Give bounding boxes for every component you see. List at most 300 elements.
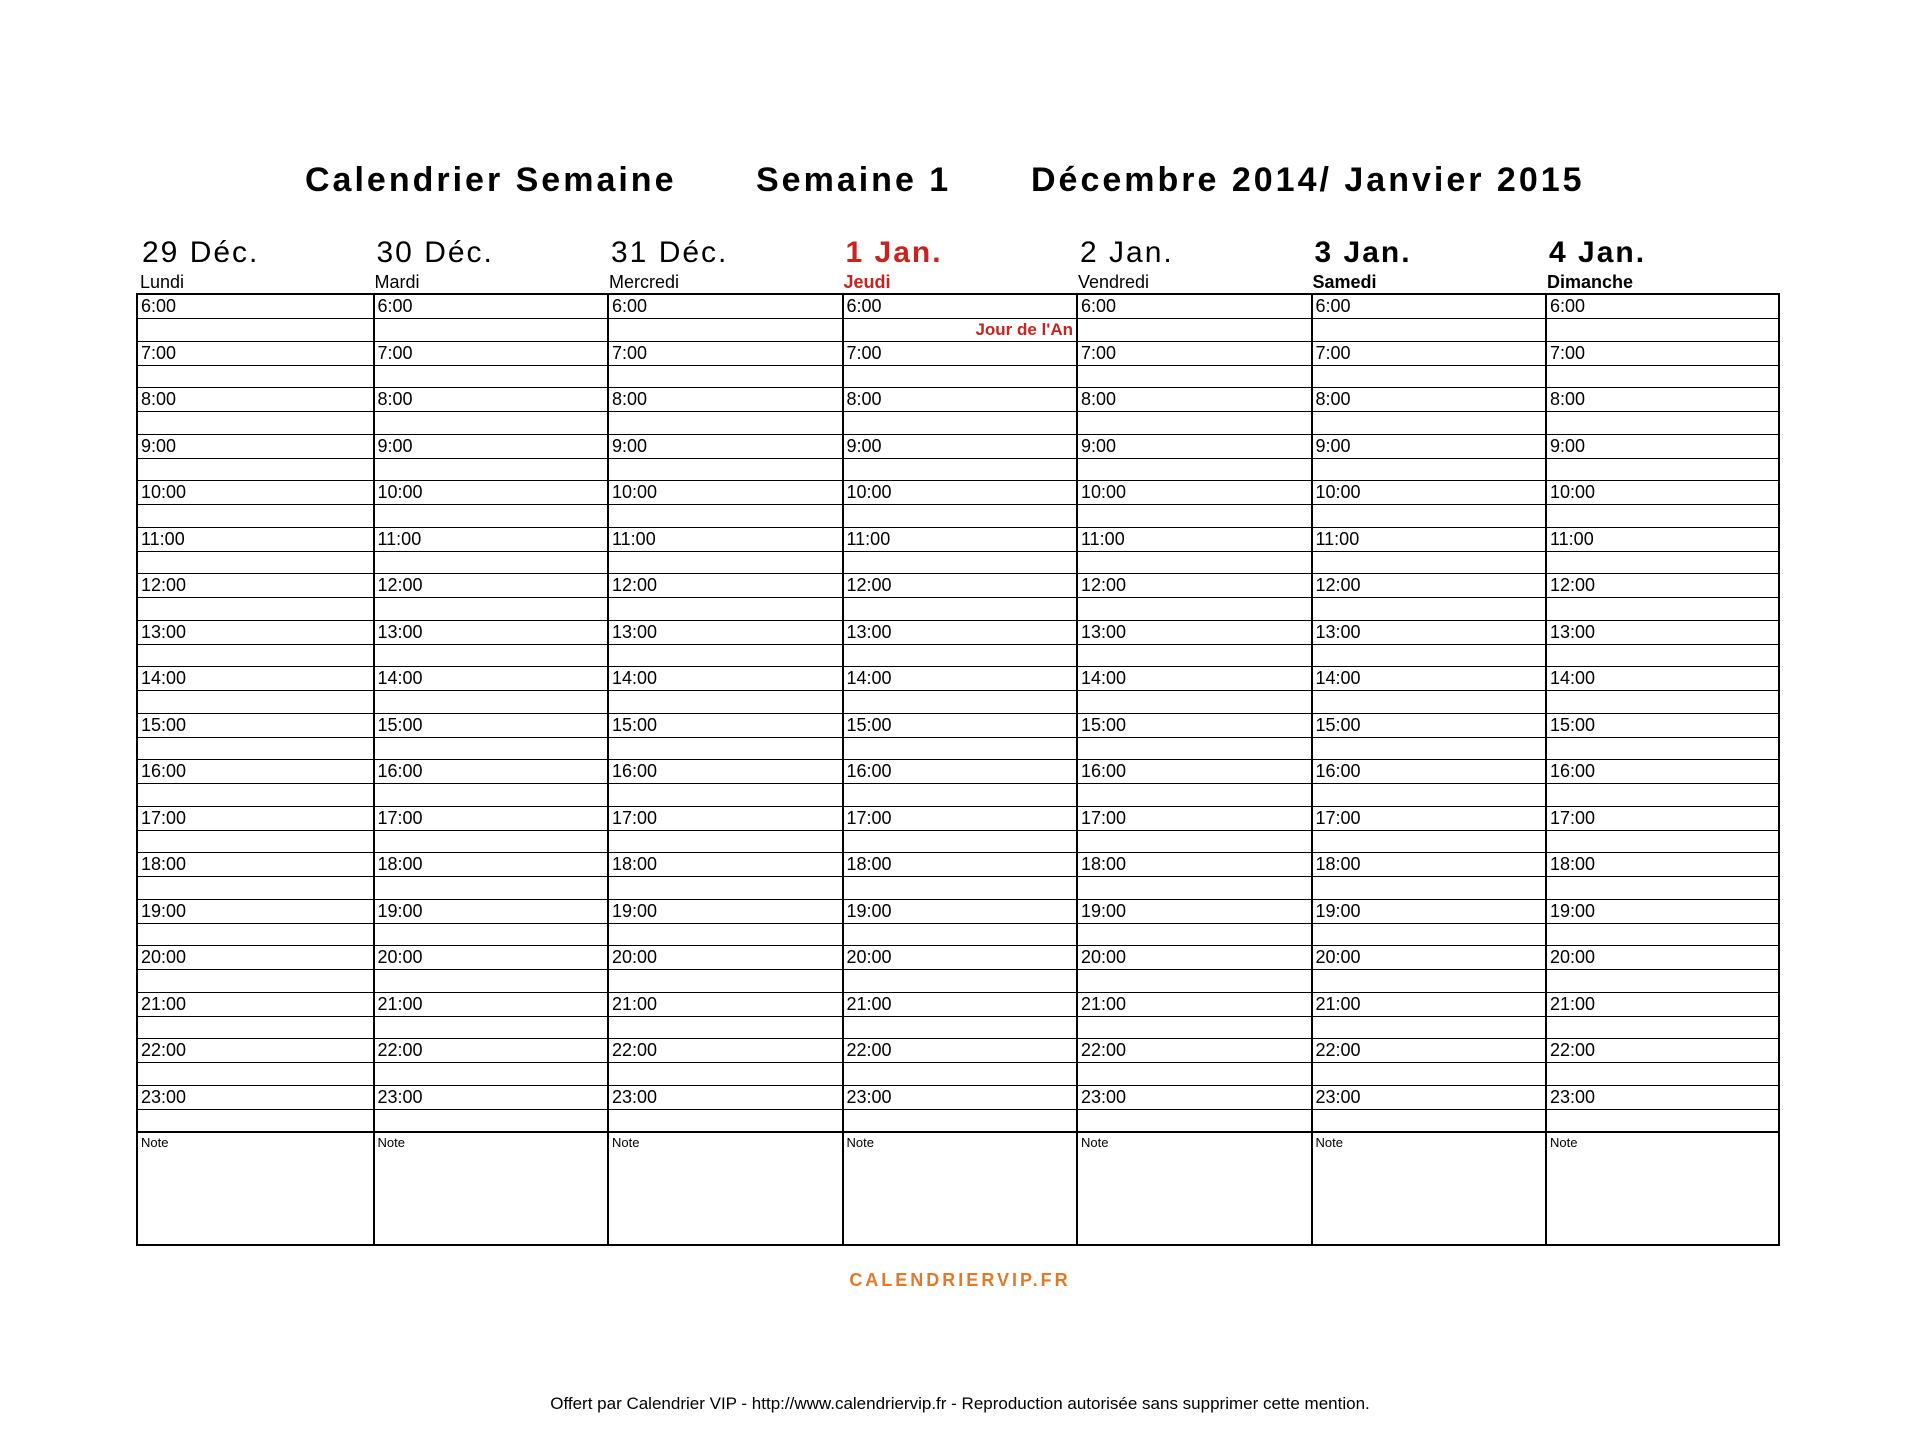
time-slot[interactable]	[1547, 993, 1780, 1040]
time-slot[interactable]	[1078, 900, 1311, 947]
time-slot[interactable]	[1078, 621, 1311, 668]
time-label: 13:00	[141, 621, 187, 642]
half-hour-line	[1547, 551, 1780, 552]
time-label: 15:00	[846, 714, 892, 735]
time-slot[interactable]	[138, 295, 373, 342]
time-label: 7:00	[1315, 342, 1351, 363]
time-slot[interactable]	[844, 853, 1077, 900]
time-label: 9:00	[612, 435, 648, 456]
time-slot[interactable]	[375, 481, 608, 528]
time-label: 9:00	[141, 435, 177, 456]
time-slot[interactable]	[138, 714, 373, 761]
time-slot[interactable]	[1078, 993, 1311, 1040]
time-label: 21:00	[1550, 993, 1596, 1014]
day-header	[1074, 233, 1308, 295]
time-label: 15:00	[1550, 714, 1596, 735]
half-hour-line	[1078, 830, 1311, 831]
time-slot[interactable]	[844, 481, 1077, 528]
half-hour-line	[609, 737, 842, 738]
time-label: 10:00	[377, 482, 423, 502]
time-slot[interactable]	[609, 435, 842, 482]
time-slot[interactable]	[609, 295, 842, 342]
time-slot[interactable]	[609, 528, 842, 575]
time-slot[interactable]	[844, 388, 1077, 435]
time-slot[interactable]	[1547, 574, 1780, 621]
time-slot[interactable]	[138, 1039, 373, 1086]
half-hour-line	[138, 597, 373, 598]
time-slot[interactable]	[375, 342, 608, 389]
time-label: 13:00	[1315, 621, 1361, 642]
time-label: 21:00	[1315, 993, 1361, 1014]
time-label: 14:00	[612, 668, 658, 688]
time-slot[interactable]	[609, 900, 842, 947]
time-slot[interactable]	[1547, 760, 1780, 807]
half-hour-line	[844, 551, 1077, 552]
time-slot[interactable]	[844, 807, 1077, 854]
half-hour-line	[138, 644, 373, 645]
time-slot[interactable]	[375, 946, 608, 993]
time-slot[interactable]	[138, 388, 373, 435]
time-slot[interactable]	[138, 1086, 373, 1133]
time-slot[interactable]	[609, 946, 842, 993]
time-label: 9:00	[1315, 435, 1351, 456]
time-slot[interactable]	[844, 1039, 1077, 1086]
time-slot[interactable]	[1313, 946, 1546, 993]
time-label: 18:00	[141, 854, 187, 874]
note-area[interactable]	[1313, 1131, 1546, 1244]
time-slot[interactable]	[375, 807, 608, 854]
time-slot[interactable]	[1547, 435, 1780, 482]
time-slot[interactable]	[609, 853, 842, 900]
half-hour-line	[1547, 737, 1780, 738]
half-hour-line	[844, 690, 1077, 691]
half-hour-line	[375, 737, 608, 738]
time-slot[interactable]	[375, 621, 608, 668]
time-label: 12:00	[141, 575, 187, 595]
time-label: 23:00	[1081, 1086, 1127, 1107]
time-label: 7:00	[612, 342, 648, 363]
note-label: Note	[1315, 1135, 1343, 1150]
time-slot[interactable]	[1313, 714, 1546, 761]
half-hour-line	[609, 365, 842, 366]
time-slot[interactable]	[138, 574, 373, 621]
half-hour-line	[1547, 504, 1780, 505]
half-hour-line	[609, 783, 842, 784]
day-date: 1 Jan.	[845, 236, 943, 269]
half-hour-line	[1313, 830, 1546, 831]
time-label: 17:00	[141, 807, 187, 828]
time-label: 14:00	[1550, 668, 1596, 688]
time-slot[interactable]	[375, 900, 608, 947]
time-slot[interactable]	[1078, 760, 1311, 807]
half-hour-line	[1547, 830, 1780, 831]
time-slot[interactable]	[375, 714, 608, 761]
time-label: 7:00	[1550, 342, 1586, 363]
half-hour-line	[1313, 783, 1546, 784]
time-label: 17:00	[1315, 807, 1361, 828]
time-label: 20:00	[1081, 947, 1127, 967]
time-slot[interactable]	[1313, 342, 1546, 389]
time-slot[interactable]	[609, 714, 842, 761]
time-label: 20:00	[141, 947, 187, 967]
time-slot[interactable]	[609, 807, 842, 854]
time-slot[interactable]	[1313, 388, 1546, 435]
time-label: 16:00	[377, 761, 423, 781]
time-slot[interactable]	[844, 760, 1077, 807]
time-label: 12:00	[1550, 575, 1596, 595]
time-slot[interactable]	[1547, 342, 1780, 389]
time-slot[interactable]	[1078, 342, 1311, 389]
time-slot[interactable]	[1547, 388, 1780, 435]
time-slot[interactable]	[375, 853, 608, 900]
time-slot[interactable]	[1313, 853, 1546, 900]
time-label: 18:00	[612, 854, 658, 874]
time-slot[interactable]	[138, 853, 373, 900]
time-slot[interactable]	[1547, 667, 1780, 714]
half-hour-line	[609, 551, 842, 552]
time-label: 8:00	[141, 389, 177, 409]
half-hour-line	[609, 1016, 842, 1017]
half-hour-line	[138, 969, 373, 970]
time-slot[interactable]	[844, 667, 1077, 714]
day-date: 4 Jan.	[1549, 236, 1647, 269]
time-slot[interactable]	[375, 760, 608, 807]
time-slot[interactable]	[138, 760, 373, 807]
time-label: 8:00	[1315, 389, 1351, 409]
half-hour-line	[1547, 923, 1780, 924]
day-name: Dimanche	[1547, 272, 1634, 292]
note-area[interactable]	[375, 1131, 608, 1244]
time-slot[interactable]	[375, 667, 608, 714]
half-hour-line	[138, 690, 373, 691]
half-hour-line	[844, 1062, 1077, 1063]
time-slot[interactable]	[844, 621, 1077, 668]
time-label: 11:00	[846, 528, 891, 549]
half-hour-line	[138, 551, 373, 552]
half-hour-line	[138, 1109, 373, 1110]
half-hour-line	[1313, 690, 1546, 691]
time-slot[interactable]	[1078, 388, 1311, 435]
time-label: 10:00	[846, 482, 892, 502]
half-hour-line	[1078, 737, 1311, 738]
half-hour-line	[375, 876, 608, 877]
time-slot[interactable]	[844, 714, 1077, 761]
half-hour-line	[375, 783, 608, 784]
time-slot[interactable]	[1078, 1039, 1311, 1086]
time-slot[interactable]	[1547, 1086, 1780, 1133]
time-slot[interactable]	[1078, 714, 1311, 761]
time-slot[interactable]	[609, 760, 842, 807]
half-hour-line	[375, 923, 608, 924]
time-label: 6:00	[846, 296, 882, 316]
note-label: Note	[612, 1135, 640, 1150]
time-slot[interactable]	[1078, 295, 1311, 342]
time-label: 22:00	[846, 1040, 892, 1060]
time-slot[interactable]	[609, 574, 842, 621]
time-slot[interactable]	[138, 621, 373, 668]
half-hour-line	[375, 1016, 608, 1017]
time-slot[interactable]	[138, 667, 373, 714]
half-hour-line	[375, 504, 608, 505]
time-slot[interactable]	[138, 900, 373, 947]
time-slot[interactable]	[1078, 528, 1311, 575]
time-slot[interactable]	[609, 342, 842, 389]
time-slot[interactable]	[1313, 900, 1546, 947]
half-hour-line	[1547, 690, 1780, 691]
time-slot[interactable]	[1547, 528, 1780, 575]
note-area[interactable]	[1078, 1131, 1311, 1244]
time-slot[interactable]	[375, 1039, 608, 1086]
half-hour-line	[844, 923, 1077, 924]
week-grid	[136, 293, 1780, 1246]
half-hour-line	[1547, 1016, 1780, 1017]
time-slot[interactable]	[844, 993, 1077, 1040]
time-slot[interactable]	[1313, 1039, 1546, 1086]
day-name: Mardi	[374, 272, 420, 292]
day-header	[371, 233, 605, 295]
time-slot[interactable]	[375, 1086, 608, 1133]
time-slot[interactable]	[1547, 853, 1780, 900]
half-hour-line	[1078, 1062, 1311, 1063]
time-slot[interactable]	[1078, 807, 1311, 854]
time-slot[interactable]	[609, 667, 842, 714]
time-label: 15:00	[612, 714, 658, 735]
time-slot[interactable]	[844, 1086, 1077, 1133]
time-slot[interactable]	[138, 993, 373, 1040]
time-slot[interactable]	[1313, 481, 1546, 528]
time-label: 18:00	[846, 854, 892, 874]
time-slot[interactable]	[844, 900, 1077, 947]
time-label: 23:00	[377, 1086, 423, 1107]
time-slot[interactable]	[1547, 714, 1780, 761]
time-slot[interactable]	[375, 295, 608, 342]
half-hour-line	[1547, 411, 1780, 412]
half-hour-line	[138, 1062, 373, 1063]
day-name: Lundi	[140, 272, 185, 292]
time-slot[interactable]	[1313, 1086, 1546, 1133]
time-slot[interactable]	[844, 528, 1077, 575]
title-calendar: Calendrier Semaine	[305, 161, 677, 199]
time-slot[interactable]	[1313, 760, 1546, 807]
time-label: 20:00	[377, 947, 423, 967]
time-label: 6:00	[1315, 296, 1351, 316]
time-label: 17:00	[377, 807, 423, 828]
time-label: 10:00	[141, 482, 187, 502]
time-slot[interactable]	[1313, 435, 1546, 482]
time-slot[interactable]	[375, 435, 608, 482]
half-hour-line	[844, 1109, 1077, 1110]
half-hour-line	[375, 365, 608, 366]
half-hour-line	[609, 318, 842, 319]
time-slot[interactable]	[1313, 574, 1546, 621]
time-slot[interactable]	[138, 342, 373, 389]
holiday-label: Jour de l'An	[975, 320, 1073, 339]
time-slot[interactable]	[1547, 946, 1780, 993]
time-label: 9:00	[846, 435, 882, 456]
half-hour-line	[1078, 458, 1311, 459]
time-slot[interactable]	[1078, 1086, 1311, 1133]
time-label: 9:00	[377, 435, 413, 456]
time-slot[interactable]	[1078, 574, 1311, 621]
page-title	[0, 157, 1920, 203]
half-hour-line	[1078, 783, 1311, 784]
half-hour-line	[138, 411, 373, 412]
time-slot[interactable]	[375, 388, 608, 435]
time-slot[interactable]	[375, 574, 608, 621]
time-label: 16:00	[1081, 761, 1127, 781]
time-label: 7:00	[141, 342, 177, 363]
note-area[interactable]	[609, 1131, 842, 1244]
half-hour-line	[375, 318, 608, 319]
half-hour-line	[844, 644, 1077, 645]
time-label: 8:00	[1081, 389, 1117, 409]
day-date: 2 Jan.	[1080, 236, 1174, 269]
time-slot[interactable]	[375, 528, 608, 575]
time-slot[interactable]	[844, 342, 1077, 389]
half-hour-line	[375, 830, 608, 831]
time-slot[interactable]	[138, 435, 373, 482]
half-hour-line	[1078, 690, 1311, 691]
time-slot[interactable]	[609, 388, 842, 435]
half-hour-line	[138, 458, 373, 459]
time-slot[interactable]	[609, 1086, 842, 1133]
footer-mention: Offert par Calendrier VIP - http://www.calendriervip.fr - Reproduction autorisée sans supprimer cette mention.	[550, 1394, 1370, 1413]
half-hour-line	[844, 597, 1077, 598]
time-slot[interactable]	[1078, 853, 1311, 900]
half-hour-line	[1313, 318, 1546, 319]
half-hour-line	[609, 1062, 842, 1063]
time-label: 6:00	[377, 296, 413, 316]
time-label: 12:00	[846, 575, 892, 595]
time-label: 6:00	[1550, 296, 1586, 316]
time-slot[interactable]	[138, 481, 373, 528]
half-hour-line	[1313, 458, 1546, 459]
time-label: 12:00	[612, 575, 658, 595]
time-label: 16:00	[141, 761, 187, 781]
time-slot[interactable]	[138, 528, 373, 575]
day-header	[1543, 233, 1777, 295]
day-name: Mercredi	[609, 272, 680, 292]
time-label: 11:00	[141, 528, 185, 549]
half-hour-line	[138, 1016, 373, 1017]
time-label: 13:00	[1550, 621, 1596, 642]
half-hour-line	[1078, 1016, 1311, 1017]
time-label: 17:00	[612, 807, 658, 828]
half-hour-line	[375, 1062, 608, 1063]
time-label: 14:00	[377, 668, 423, 688]
time-label: 17:00	[846, 807, 892, 828]
time-label: 21:00	[1081, 993, 1127, 1014]
time-slot[interactable]	[1547, 900, 1780, 947]
half-hour-line	[609, 690, 842, 691]
time-label: 17:00	[1550, 807, 1596, 828]
note-area[interactable]	[138, 1131, 373, 1244]
half-hour-line	[375, 969, 608, 970]
time-slot[interactable]	[609, 621, 842, 668]
time-label: 10:00	[1315, 482, 1361, 502]
time-label: 7:00	[377, 342, 413, 363]
half-hour-line	[1547, 1062, 1780, 1063]
time-label: 9:00	[1550, 435, 1586, 456]
day-column	[1311, 295, 1546, 1244]
time-slot[interactable]	[844, 946, 1077, 993]
half-hour-line	[609, 830, 842, 831]
time-slot[interactable]	[1078, 946, 1311, 993]
half-hour-line	[1078, 923, 1311, 924]
time-label: 13:00	[377, 621, 423, 642]
time-slot[interactable]	[1547, 621, 1780, 668]
half-hour-line	[1547, 1109, 1780, 1110]
note-label: Note	[1081, 1135, 1109, 1150]
time-slot[interactable]	[1547, 807, 1780, 854]
time-slot[interactable]	[138, 946, 373, 993]
time-slot[interactable]	[1313, 295, 1546, 342]
day-date: 29 Déc.	[142, 236, 260, 269]
day-header	[1309, 233, 1543, 295]
time-slot[interactable]	[1547, 295, 1780, 342]
day-date: 31 Déc.	[611, 236, 729, 269]
time-slot[interactable]	[1547, 481, 1780, 528]
day-name: Vendredi	[1078, 272, 1150, 292]
note-area[interactable]	[1547, 1131, 1780, 1244]
time-label: 16:00	[612, 761, 658, 781]
time-slot[interactable]	[1547, 1039, 1780, 1086]
half-hour-line	[1078, 318, 1311, 319]
half-hour-line	[375, 551, 608, 552]
time-slot[interactable]	[375, 993, 608, 1040]
half-hour-line	[609, 597, 842, 598]
time-slot[interactable]	[609, 1039, 842, 1086]
time-label: 12:00	[377, 575, 423, 595]
time-slot[interactable]	[1313, 993, 1546, 1040]
time-slot[interactable]	[844, 574, 1077, 621]
time-label: 23:00	[1315, 1086, 1361, 1107]
time-slot[interactable]	[844, 435, 1077, 482]
time-slot[interactable]	[1078, 667, 1311, 714]
half-hour-line	[1547, 597, 1780, 598]
time-slot[interactable]	[844, 295, 1077, 342]
time-label: 23:00	[1550, 1086, 1596, 1107]
time-label: 14:00	[1315, 668, 1361, 688]
time-slot[interactable]	[1313, 807, 1546, 854]
time-slot[interactable]	[1313, 528, 1546, 575]
time-slot[interactable]	[1078, 481, 1311, 528]
day-column	[842, 295, 1077, 1244]
time-slot[interactable]	[1313, 667, 1546, 714]
half-hour-line	[138, 830, 373, 831]
brand-label: CALENDRIERVIP.FR	[849, 1270, 1071, 1290]
time-slot[interactable]	[1078, 435, 1311, 482]
time-label: 23:00	[846, 1086, 892, 1107]
half-hour-line	[1313, 923, 1546, 924]
note-label: Note	[377, 1135, 405, 1150]
time-label: 16:00	[1550, 761, 1596, 781]
time-slot[interactable]	[138, 807, 373, 854]
note-area[interactable]	[844, 1131, 1077, 1244]
time-label: 19:00	[1550, 900, 1596, 921]
time-slot[interactable]	[609, 481, 842, 528]
time-slot[interactable]	[1313, 621, 1546, 668]
time-label: 22:00	[1550, 1040, 1596, 1060]
half-hour-line	[844, 830, 1077, 831]
time-slot[interactable]	[609, 993, 842, 1040]
note-label: Note	[846, 1135, 874, 1150]
half-hour-line	[138, 923, 373, 924]
half-hour-line	[609, 644, 842, 645]
half-hour-line	[1313, 644, 1546, 645]
half-hour-line	[1313, 365, 1546, 366]
half-hour-line	[1313, 1016, 1546, 1017]
